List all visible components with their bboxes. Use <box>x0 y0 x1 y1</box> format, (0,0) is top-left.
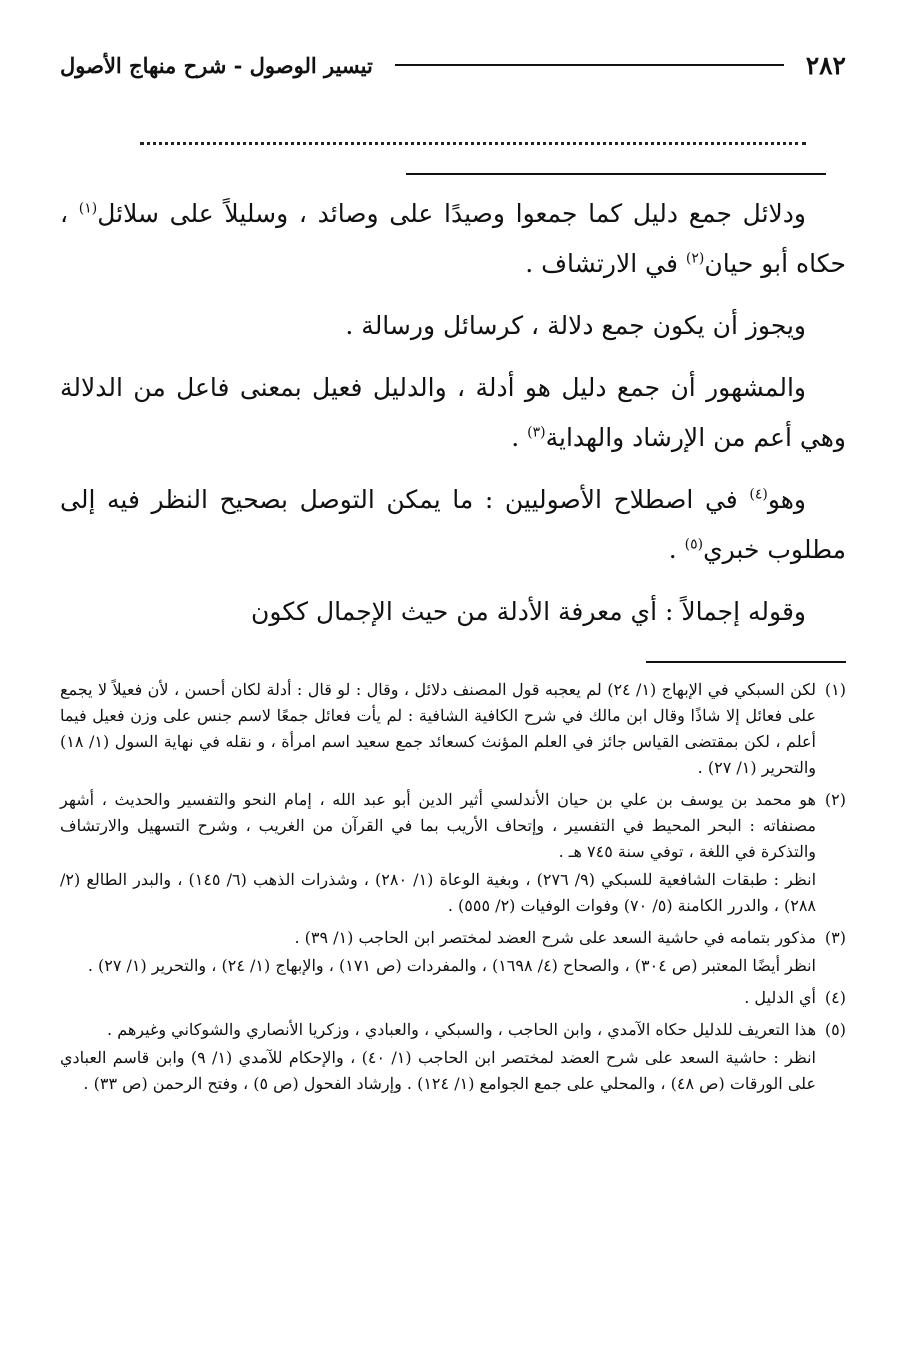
footnote-ref-5[interactable]: (٥) <box>684 536 704 553</box>
paragraph-3-text: والمشهور أن جمع دليل هو أدلة ، والدليل فعيل بمعنى فاعل من الدلالة وهي أعم من الإرشاد والهداية <box>60 373 846 452</box>
footnote-text: هذا التعريف للدليل حكاه الآمدي ، وابن الحاجب ، والسبكي ، والعبادي ، وزكريا الأنصاري والشوكاني وغيرهم . <box>107 1020 816 1039</box>
footnote-ref-1[interactable]: (١) <box>78 200 98 217</box>
footnote-3 <box>60 925 846 979</box>
footnote-text: هو محمد بن يوسف بن علي بن حيان الأندلسي أثير الدين أبو عبد الله ، إمام النحو والتفسير والحديث ، أشهر مصنفاته : البحر المحيط في التفسير ، وإتحاف الأريب بما في القرآن من الغريب ، وشرح التسهيل والارتشاف والتذكرة في اللغة ، توفي سنة ٧٤٥ هـ . <box>60 790 816 861</box>
footnote-body <box>60 925 816 979</box>
footnote-body <box>60 985 816 1011</box>
paragraph-4-text-a: وهو <box>767 485 806 514</box>
running-title: تيسير الوصول - شرح منهاج الأصول <box>60 52 373 78</box>
footnote-ref-2[interactable]: (٢) <box>685 250 705 267</box>
footnote-4 <box>60 985 846 1011</box>
dotted-separator <box>140 142 806 145</box>
footnotes <box>60 677 846 1097</box>
footnote-number: (١) <box>824 680 846 699</box>
footnote-text: أي الدليل . <box>744 988 816 1007</box>
footnote-sources: انظر أيضًا المعتبر (ص ٣٠٤) ، والصحاح (٤/ ١٦٩٨) ، والمفردات (ص ١٧١) ، والإبهاج (١/ ٢٤) ، والتحرير (١/ ٢٧) . <box>87 956 816 975</box>
footnote-body <box>60 1017 816 1097</box>
footnote-body <box>60 677 816 781</box>
footnote-number: (٥) <box>824 1020 846 1039</box>
footnote-number: (٢) <box>824 790 846 809</box>
paragraph-3-end: . <box>511 423 528 452</box>
main-text <box>60 189 846 637</box>
paragraph-4 <box>60 475 846 575</box>
paragraph-4-text-b: في اصطلاح الأصوليين : ما يمكن التوصل بصحيح النظر فيه إلى مطلوب خبري <box>60 485 846 564</box>
paragraph-2: ويجوز أن يكون جمع دلالة ، كرسائل ورسالة . <box>345 311 806 340</box>
paragraph-4-end: . <box>668 535 685 564</box>
footnote-text: مذكور بتمامه في حاشية السعد على شرح العضد لمختصر ابن الحاجب (١/ ٣٩) . <box>294 928 816 947</box>
paragraph-3 <box>60 363 846 463</box>
footnote-body <box>60 787 816 919</box>
book-page <box>60 40 846 1103</box>
paragraph-5: وقوله إجمالاً : أي معرفة الأدلة من حيث الإجمال ككون <box>251 597 806 626</box>
page-number: ٢٨٢ <box>805 50 846 80</box>
footnote-number: (٣) <box>824 928 846 947</box>
footnote-2 <box>60 787 846 919</box>
paragraph-1-text-c: في الارتشاف . <box>525 249 686 278</box>
paragraph-1-text-b: ، حكاه أبو حيان <box>60 199 846 278</box>
header-rule <box>395 64 784 66</box>
paragraph-1 <box>60 189 846 289</box>
page-header <box>60 40 846 90</box>
section-rule <box>406 173 826 175</box>
footnote-text: لكن السبكي في الإبهاج (١/ ٢٤) لم يعجبه قول المصنف دلائل ، وقال : لو قال : أدلة لكان أحسن ، لأن فعيلاً لا يجمع على فعائل إلا شاذًا وقال ابن مالك في شرح الكافية الشافية : لم يأت فعائل جمعًا لاسم جنس على وزن فعيل فيما أعلم ، لكن بمقتضى القياس جائز في العلم المؤنث كسعائد جمع سعيد اسم امرأة ، و نقله في نهاية السول (١/ ١٨) والتحرير (١/ ٢٧) . <box>60 680 816 777</box>
footnote-sources: انظر : حاشية السعد على شرح العضد لمختصر ابن الحاجب (١/ ٤٠) ، والإحكام للآمدي (١/ ٩) وابن قاسم العبادي على الورقات (ص ٤٨) ، والمحلي على جمع الجوامع (١/ ١٢٤) . وإرشاد الفحول (ص ٥) ، وفتح الرحمن (ص ٣٣) . <box>60 1048 816 1093</box>
footnote-5 <box>60 1017 846 1097</box>
footnote-sources: انظر : طبقات الشافعية للسبكي (٩/ ٢٧٦) ، وبغية الوعاة (١/ ٢٨٠) ، وشذرات الذهب (٦/ ١٤٥) ، والبدر الطالع (٢/ ٢٨٨) ، والدرر الكامنة (٥/ ٧٠) وفوات الوفيات (٢/ ٥٥٥) . <box>60 870 817 915</box>
footnote-number: (٤) <box>824 988 846 1007</box>
footnote-1 <box>60 677 846 781</box>
footnote-ref-3[interactable]: (٣) <box>527 424 546 441</box>
paragraph-1-text-a: ودلائل جمع دليل كما جمعوا وصيدًا على وصائد ، وسليلاً على سلائل <box>97 199 806 228</box>
footnote-rule <box>646 661 846 663</box>
footnote-ref-4[interactable]: (٤) <box>749 486 768 503</box>
